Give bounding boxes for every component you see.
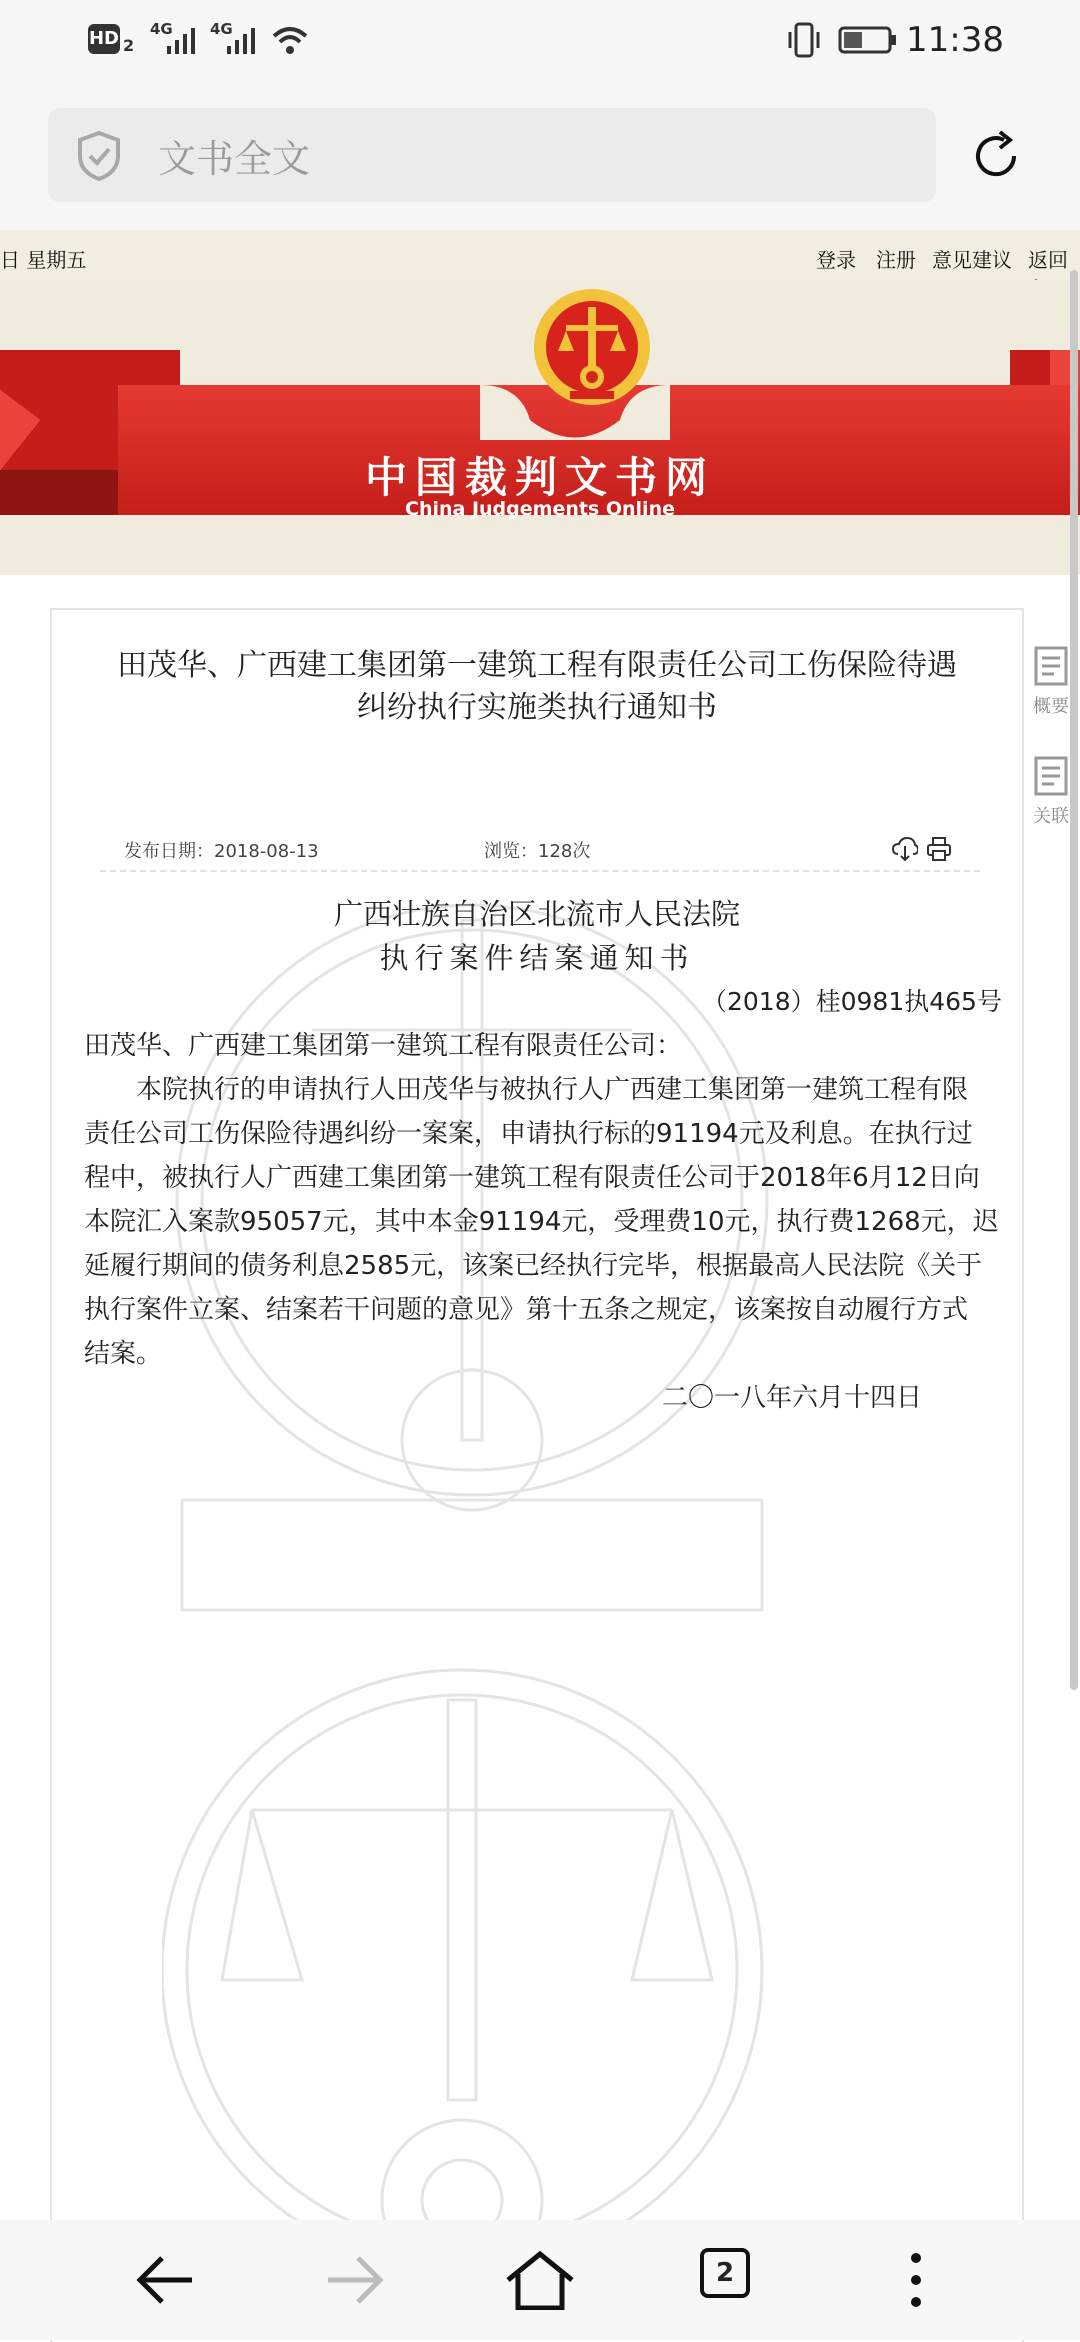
site-subtitle: China Judgements Online xyxy=(405,498,675,520)
back-arrow-icon[interactable] xyxy=(126,2250,206,2310)
date-weekday: 日 星期五 xyxy=(0,248,87,272)
network-type-1: 4G xyxy=(150,20,173,38)
body-line: 本院执行的申请执行人田茂华与被执行人广西建工集团第一建筑工程有限 xyxy=(136,1075,969,1105)
home-icon[interactable] xyxy=(500,2250,580,2310)
body-line: 本院汇入案款95057元，其中本金91194元，受理费10元，执行费1268元，迟 xyxy=(84,1207,999,1237)
document-title-line-2: 纠纷执行实施类执行通知书 xyxy=(357,690,717,725)
site-title: 中国裁判文书网 xyxy=(364,453,715,502)
login-link[interactable]: 登录 xyxy=(816,248,856,272)
status-bar xyxy=(0,0,1080,80)
battery-icon xyxy=(838,24,898,56)
network-type-2: 4G xyxy=(210,20,233,38)
site-banner xyxy=(0,280,1080,575)
tabs-button[interactable]: 2 xyxy=(700,2248,750,2298)
feedback-link[interactable]: 意见建议 xyxy=(932,248,1012,272)
signal-icon xyxy=(165,24,201,56)
court-emblem-icon xyxy=(530,285,654,409)
address-bar-container xyxy=(0,80,1080,230)
related-label: 关联 xyxy=(1033,806,1069,827)
document-icon xyxy=(1034,756,1068,796)
reload-icon[interactable] xyxy=(964,124,1028,188)
body-line: 结案。 xyxy=(84,1339,163,1369)
addressee: 田茂华、广西建工集团第一建筑工程有限责任公司： xyxy=(84,1031,683,1061)
meta-divider xyxy=(100,870,980,872)
publish-date: 发布日期：2018-08-13 xyxy=(124,841,319,862)
document-card xyxy=(50,608,1024,2342)
court-name: 广西壮族自治区北流市人民法院 xyxy=(333,897,740,931)
signal-icon xyxy=(225,24,261,56)
more-menu-icon[interactable] xyxy=(896,2250,936,2312)
document-title-line-1: 田茂华、广西建工集团第一建筑工程有限责任公司工伤保险待遇 xyxy=(117,648,957,683)
shield-icon xyxy=(76,130,122,182)
browser-bottom-nav xyxy=(0,2220,1080,2340)
wifi-icon xyxy=(270,24,310,56)
document-type: 执行案件结案通知书 xyxy=(379,941,695,975)
site-top-bar xyxy=(0,230,1080,280)
download-icon[interactable] xyxy=(892,836,918,862)
forward-arrow-icon[interactable] xyxy=(314,2250,394,2310)
scrollbar-thumb[interactable] xyxy=(1070,270,1078,1690)
address-bar-text: 文书全文 xyxy=(158,137,311,181)
document-icon xyxy=(1034,646,1068,686)
print-icon[interactable] xyxy=(926,836,952,862)
body-line: 执行案件立案、结案若干问题的意见》第十五条之规定，该案按自动履行方式 xyxy=(84,1295,969,1325)
hd-badge: HD xyxy=(88,24,120,54)
body-line: 延履行期间的债务利息2585元，该案已经执行完毕，根据最高人民法院《关于 xyxy=(84,1251,983,1281)
address-bar[interactable] xyxy=(48,108,936,202)
body-line: 责任公司工伤保险待遇纠纷一案案，申请执行标的91194元及利息。在执行过 xyxy=(84,1119,973,1149)
clock: 11:38 xyxy=(906,20,1004,60)
home-link[interactable]: 返回 xyxy=(1028,248,1068,272)
summary-label: 概要 xyxy=(1033,696,1069,717)
body-line: 程中，被执行人广西建工集团第一建筑工程有限责任公司于2018年6月12日向 xyxy=(84,1163,980,1193)
view-count: 浏览：128次 xyxy=(484,841,591,862)
case-number: （2018）桂0981执465号 xyxy=(702,987,1002,1016)
document-date: 二〇一八年六月十四日 xyxy=(662,1383,923,1413)
sim-indicator: 2 xyxy=(123,36,135,55)
register-link[interactable]: 注册 xyxy=(876,248,916,272)
vibrate-icon xyxy=(786,20,822,60)
